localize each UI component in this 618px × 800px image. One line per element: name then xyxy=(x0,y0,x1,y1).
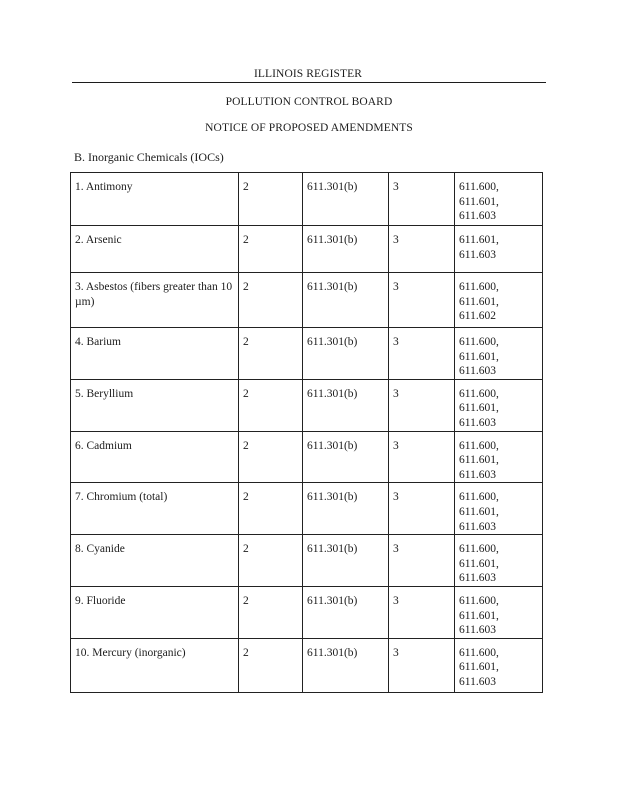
table-row xyxy=(71,328,543,380)
reference-line: 611.603 xyxy=(459,416,496,429)
reference-line: 611.600, xyxy=(459,281,499,293)
code-cell: 3 xyxy=(389,273,455,328)
section-cell: 611.301(b) xyxy=(303,173,389,226)
reference-line: 611.603 xyxy=(459,624,496,637)
code-cell: 3 xyxy=(389,379,455,431)
group-cell: 2 xyxy=(239,535,303,587)
reference-line: 611.601, xyxy=(459,295,499,308)
table-row xyxy=(71,226,543,273)
chemical-name-cell: 7. Chromium (total) xyxy=(71,483,239,535)
reference-line: 611.600, xyxy=(459,491,499,504)
code-cell: 3 xyxy=(389,226,455,273)
table-row xyxy=(71,379,543,431)
reference-line: 611.601, xyxy=(459,234,499,246)
reference-line: 611.601, xyxy=(459,195,499,208)
reference-line: 611.603 xyxy=(459,468,496,481)
section-cell: 611.301(b) xyxy=(303,535,389,587)
references-cell xyxy=(455,586,543,638)
section-cell: 611.301(b) xyxy=(303,483,389,535)
inorganic-chemicals-table xyxy=(70,172,543,693)
reference-line: 611.603 xyxy=(459,520,496,533)
group-cell: 2 xyxy=(239,638,303,692)
reference-line: 611.603 xyxy=(459,210,496,223)
reference-line: 611.601, xyxy=(459,402,499,415)
reference-line: 611.601, xyxy=(459,557,499,570)
group-cell: 2 xyxy=(239,226,303,273)
board-title: POLLUTION CONTROL BOARD xyxy=(225,96,393,108)
reference-line: 611.603 xyxy=(459,248,496,261)
references-cell xyxy=(455,483,543,535)
references-cell xyxy=(455,328,543,380)
code-cell: 3 xyxy=(389,638,455,692)
table-row xyxy=(71,431,543,483)
section-cell: 611.301(b) xyxy=(303,638,389,692)
reference-line: 611.601, xyxy=(459,609,499,622)
reference-line: 611.600, xyxy=(459,543,499,556)
references-cell xyxy=(455,638,543,692)
references-cell xyxy=(455,379,543,431)
table-row xyxy=(71,273,543,328)
reference-line: 611.600, xyxy=(459,646,499,659)
reference-line: 611.601, xyxy=(459,350,499,363)
chemical-name-cell: 9. Fluoride xyxy=(71,586,239,638)
reference-line: 611.602 xyxy=(459,310,496,323)
references-cell xyxy=(455,173,543,226)
references-cell xyxy=(455,273,543,328)
section-cell: 611.301(b) xyxy=(303,586,389,638)
group-cell: 2 xyxy=(239,586,303,638)
notice-title: NOTICE OF PROPOSED AMENDMENTS xyxy=(205,122,413,134)
references-cell xyxy=(455,226,543,273)
reference-line: 611.600, xyxy=(459,594,499,607)
code-cell: 3 xyxy=(389,483,455,535)
section-heading: B. Inorganic Chemicals (IOCs) xyxy=(74,150,224,164)
code-cell: 3 xyxy=(389,535,455,587)
chemical-name-cell: 10. Mercury (inorganic) xyxy=(71,638,239,692)
reference-line: 611.600, xyxy=(459,439,499,452)
chemical-name-cell: 4. Barium xyxy=(71,328,239,380)
chemical-name-cell: 8. Cyanide xyxy=(71,535,239,587)
reference-line: 611.603 xyxy=(459,365,496,378)
code-cell: 3 xyxy=(389,328,455,380)
section-cell: 611.301(b) xyxy=(303,328,389,380)
chemical-name-cell: 6. Cadmium xyxy=(71,431,239,483)
reference-line: 611.603 xyxy=(459,675,496,688)
group-cell: 2 xyxy=(239,273,303,328)
reference-line: 611.600, xyxy=(459,181,499,193)
table-row xyxy=(71,483,543,535)
group-cell: 2 xyxy=(239,431,303,483)
chemical-name-cell: 1. Antimony xyxy=(71,173,239,226)
reference-line: 611.600, xyxy=(459,336,499,348)
references-cell xyxy=(455,535,543,587)
section-cell: 611.301(b) xyxy=(303,273,389,328)
reference-line: 611.601, xyxy=(459,661,499,674)
group-cell: 2 xyxy=(239,328,303,380)
register-title: ILLINOIS REGISTER xyxy=(253,68,363,80)
reference-line: 611.600, xyxy=(459,387,499,400)
group-cell: 2 xyxy=(239,483,303,535)
table-row xyxy=(71,535,543,587)
reference-line: 611.601, xyxy=(459,505,499,518)
header-rule xyxy=(72,82,546,83)
chemical-name-cell: 3. Asbestos (fibers greater than 10 µm) xyxy=(71,273,239,328)
table-body xyxy=(71,173,543,693)
references-cell xyxy=(455,431,543,483)
code-cell: 3 xyxy=(389,173,455,226)
code-cell: 3 xyxy=(389,586,455,638)
table-row xyxy=(71,173,543,226)
chemical-name-cell: 2. Arsenic xyxy=(71,226,239,273)
reference-line: 611.601, xyxy=(459,454,499,467)
table-row xyxy=(71,638,543,692)
section-cell: 611.301(b) xyxy=(303,379,389,431)
chemical-name-cell: 5. Beryllium xyxy=(71,379,239,431)
group-cell: 2 xyxy=(239,379,303,431)
section-cell: 611.301(b) xyxy=(303,431,389,483)
code-cell: 3 xyxy=(389,431,455,483)
section-cell: 611.301(b) xyxy=(303,226,389,273)
group-cell: 2 xyxy=(239,173,303,226)
reference-line: 611.603 xyxy=(459,572,496,585)
table-row xyxy=(71,586,543,638)
